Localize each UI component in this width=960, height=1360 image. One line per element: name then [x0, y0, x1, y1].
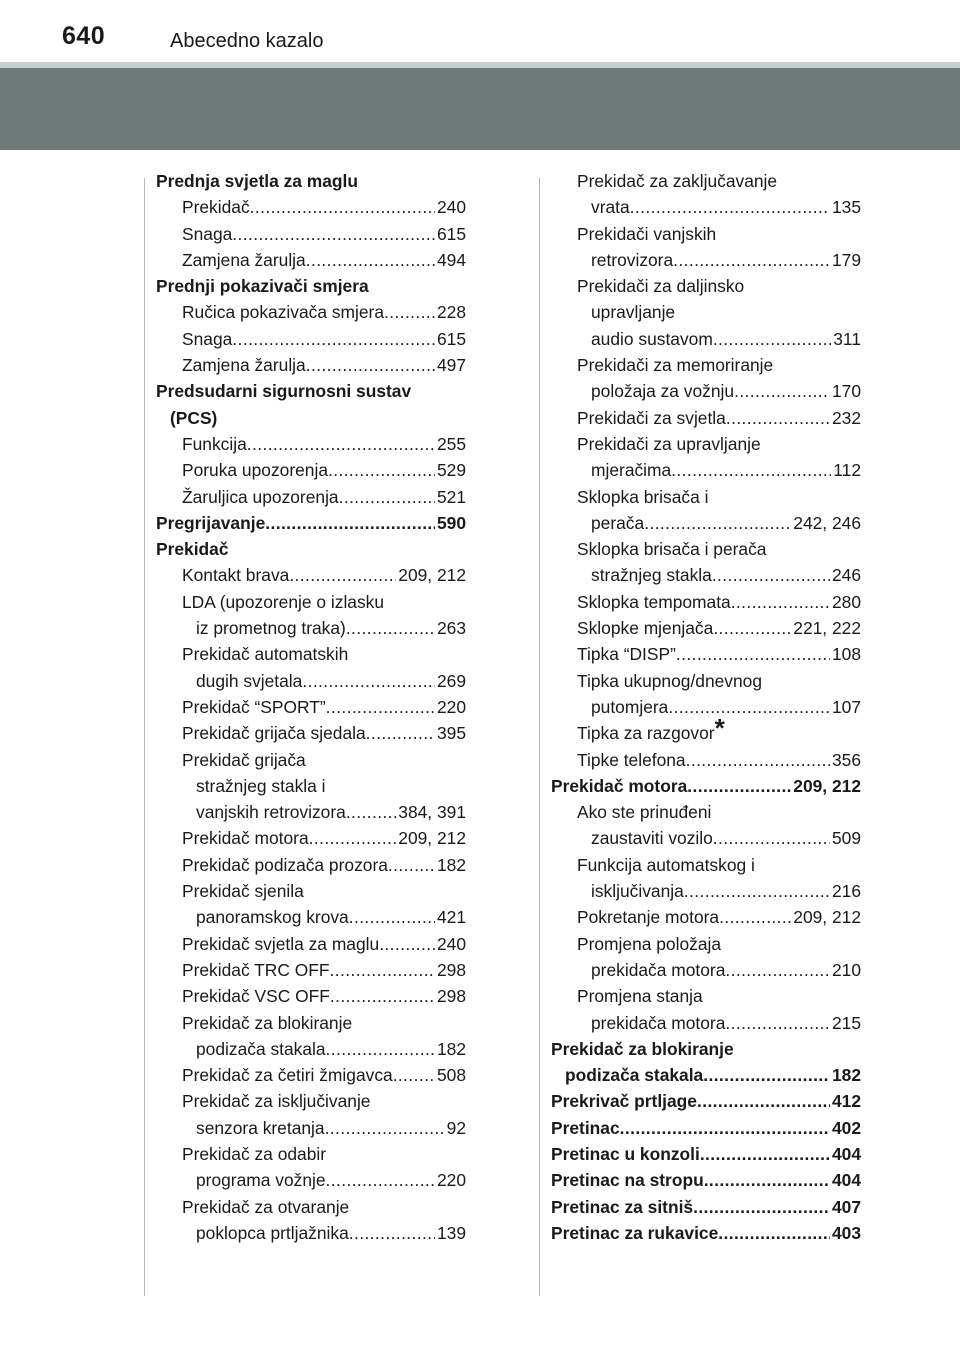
leader-dots [366, 720, 435, 746]
leader-dots [326, 1167, 435, 1193]
leader-dots [693, 1194, 830, 1220]
entry-term: Snaga [182, 223, 233, 244]
entry-term: Prekidač VSC OFF [182, 986, 330, 1007]
leader-dots [704, 1167, 830, 1193]
index-entry [551, 878, 861, 904]
page-reference: 242, 246 [793, 512, 861, 533]
leader-dots [731, 589, 830, 615]
entry-term: Prekidač za isključivanje [182, 1091, 371, 1112]
leader-dots [687, 773, 791, 799]
entry-term: Prekidač motora [551, 775, 688, 796]
index-heading [551, 1115, 861, 1141]
leader-dots [384, 299, 435, 325]
page-reference: 107 [831, 696, 861, 717]
page-reference: 228 [436, 302, 466, 323]
index-heading [551, 1062, 861, 1088]
leader-dots [676, 641, 830, 667]
page-reference: 240 [436, 933, 466, 954]
entry-term: Prekidač za blokiranje [551, 1038, 734, 1059]
leader-dots [306, 247, 435, 273]
index-entry [551, 825, 861, 851]
leader-dots [393, 1062, 435, 1088]
entry-term: Tipke telefona [577, 749, 686, 770]
index-entry [156, 1010, 466, 1036]
entry-term: podizača stakala [196, 1038, 326, 1059]
entry-term: Prekidači za svjetla [577, 407, 726, 428]
index-entry [551, 589, 861, 615]
leader-dots [247, 431, 435, 457]
page-reference: 179 [831, 249, 861, 270]
leader-dots [700, 1141, 830, 1167]
index-entry [156, 747, 466, 773]
page-reference: 509 [831, 828, 861, 849]
index-entry [551, 273, 861, 299]
entry-term: mjeračima [591, 460, 672, 481]
entry-term: Prekidač grijača sjedala [182, 723, 366, 744]
leader-dots [232, 221, 435, 247]
entry-term: Prekidač za četiri žmigavca [182, 1065, 393, 1086]
index-entry [156, 194, 466, 220]
page-reference: 311 [833, 328, 861, 349]
entry-term: (PCS) [170, 407, 218, 428]
leader-dots [726, 405, 830, 431]
entry-term: Prednji pokazivači smjera [156, 276, 369, 297]
index-heading [551, 1194, 861, 1220]
entry-term: Tipka “DISP” [577, 644, 676, 665]
page-reference: 421 [436, 907, 466, 928]
entry-term: Prekidači za daljinsko [577, 276, 745, 297]
index-heading [156, 378, 466, 404]
footnote-asterisk: * [714, 713, 725, 744]
index-entry [156, 825, 466, 851]
index-entry [156, 694, 466, 720]
entry-term: senzora kretanja [196, 1117, 325, 1138]
entry-term: Prekidači vanjskih [577, 223, 717, 244]
index-entry [551, 983, 861, 1009]
page-reference: 590 [436, 512, 466, 533]
page-reference: 497 [436, 355, 466, 376]
page-reference: 298 [436, 986, 466, 1007]
entry-term: Prekidači za memoriranje [577, 355, 774, 376]
leader-dots [328, 457, 435, 483]
index-entry [551, 562, 861, 588]
leader-dots [725, 1010, 830, 1036]
page-reference: 108 [831, 644, 861, 665]
index-entry [551, 510, 861, 536]
index-entry [551, 168, 861, 194]
entry-term: Prekidač [156, 539, 229, 560]
page-reference: 384, 391 [398, 802, 466, 823]
index-entry [156, 1088, 466, 1114]
entry-term: Sklopka brisača i perača [577, 539, 767, 560]
entry-term: Ako ste prinuđeni [577, 802, 712, 823]
entry-term: Prednja svjetla za maglu [156, 171, 359, 191]
entry-term: Zamjena žarulja [182, 355, 306, 376]
index-entry [551, 668, 861, 694]
entry-term: Prekidač “SPORT” [182, 696, 326, 717]
page-reference: 263 [436, 618, 466, 639]
index-entry [551, 326, 861, 352]
entry-term: Sklopka tempomata [577, 591, 731, 612]
leader-dots [306, 352, 435, 378]
entry-term: Žaruljica upozorenja [182, 486, 339, 507]
leader-dots [339, 484, 435, 510]
index-entry [156, 668, 466, 694]
index-entry [551, 1010, 861, 1036]
leader-dots [697, 1088, 830, 1114]
index-column-left [156, 168, 466, 1246]
page-reference: 255 [436, 433, 466, 454]
entry-term: upravljanje [591, 302, 676, 323]
page-reference: 209, 212 [398, 565, 466, 586]
entry-term: vanjskih retrovizora [196, 802, 346, 823]
index-entry [551, 536, 861, 562]
leader-dots [712, 562, 830, 588]
index-entry [156, 247, 466, 273]
index-entry [551, 405, 861, 431]
page-reference: 216 [831, 881, 861, 902]
page-reference: 92 [446, 1117, 466, 1138]
entry-term: Prekidač podizača prozora [182, 854, 388, 875]
page-reference: 182 [436, 854, 466, 875]
leader-dots [289, 562, 396, 588]
leader-dots [346, 799, 396, 825]
index-heading [551, 1088, 861, 1114]
page-number: 640 [62, 22, 106, 50]
entry-term: retrovizora [591, 249, 674, 270]
entry-term: prekidača motora [591, 1012, 726, 1033]
index-entry [156, 352, 466, 378]
entry-term: Sklopka brisača i [577, 486, 709, 507]
page-reference: 269 [436, 670, 466, 691]
page-reference: 240 [436, 197, 466, 218]
entry-term: Prekidač [182, 197, 250, 218]
entry-term: Zamjena žarulja [182, 249, 306, 270]
index-entry [156, 221, 466, 247]
entry-term: Prekidač za blokiranje [182, 1012, 353, 1033]
entry-term: Prekidač svjetla za maglu [182, 933, 380, 954]
page-reference: 403 [831, 1222, 861, 1243]
entry-term: Pretinac [551, 1117, 620, 1138]
page-reference: 139 [436, 1222, 466, 1243]
header-top [0, 0, 960, 62]
page-reference: 209, 212 [398, 828, 466, 849]
page-reference: 494 [436, 249, 466, 270]
entry-term: Prekidači za upravljanje [577, 433, 761, 454]
entry-term: poklopca prtljažnika [196, 1222, 349, 1243]
leader-dots [668, 694, 830, 720]
page-reference: 232 [831, 407, 861, 428]
index-entry [156, 852, 466, 878]
index-entry [156, 720, 466, 746]
page-reference: 221, 222 [793, 618, 861, 639]
entry-term: Snaga [182, 328, 233, 349]
entry-term: iz prometnog traka) [196, 618, 346, 639]
index-entry [156, 983, 466, 1009]
page-reference: 615 [436, 328, 466, 349]
index-heading [156, 273, 466, 299]
leader-dots [718, 1220, 830, 1246]
entry-term: položaja za vožnju [591, 381, 735, 402]
leader-dots [630, 194, 830, 220]
leader-dots [325, 1115, 445, 1141]
index-entry [156, 641, 466, 667]
entry-term: Pretinac za sitniš [551, 1196, 694, 1217]
center-column-rule [539, 178, 540, 1296]
index-entry [156, 457, 466, 483]
index-entry [156, 484, 466, 510]
entry-term: LDA (upozorenje o izlasku [182, 591, 385, 612]
index-entry [156, 1036, 466, 1062]
entry-term: Prekidač grijača [182, 749, 306, 770]
leader-dots [349, 1220, 435, 1246]
leader-dots [734, 378, 830, 404]
index-heading [156, 168, 466, 194]
leader-dots [388, 852, 435, 878]
page-reference: 280 [831, 591, 861, 612]
index-entry [156, 1194, 466, 1220]
entry-term: Poruka upozorenja [182, 460, 328, 481]
page-reference: 170 [831, 381, 861, 402]
page-reference: 529 [436, 460, 466, 481]
index-entry [551, 713, 861, 746]
entry-term: Prekidač TRC OFF [182, 959, 330, 980]
index-entry [156, 1167, 466, 1193]
page-reference: 508 [436, 1065, 466, 1086]
entry-term: stražnjeg stakla [591, 565, 712, 586]
index-entry [551, 221, 861, 247]
leader-dots [725, 957, 830, 983]
page-reference: 246 [831, 565, 861, 586]
entry-term: dugih svjetala [196, 670, 303, 691]
entry-term: Promjena položaja [577, 933, 722, 954]
index-entry [156, 326, 466, 352]
entry-term: audio sustavom [591, 328, 713, 349]
leader-dots [330, 957, 435, 983]
index-entry [156, 431, 466, 457]
entry-term: Pretinac u konzoli [551, 1143, 700, 1164]
page-reference: 404 [831, 1170, 861, 1191]
page-reference: 209, 212 [793, 907, 861, 928]
entry-term: Sklopke mjenjača [577, 618, 714, 639]
entry-term: Prekidač sjenila [182, 881, 304, 902]
page-reference: 404 [831, 1143, 861, 1164]
entry-term: Tipka ukupnog/dnevnog [577, 670, 762, 691]
index-column-right [551, 168, 861, 1246]
page-reference: 412 [831, 1091, 861, 1112]
index-heading [156, 405, 466, 431]
entry-term: Prekidač za zaključavanje [577, 171, 778, 191]
leader-dots [703, 1062, 830, 1088]
index-entry [156, 1062, 466, 1088]
entry-term: vrata [591, 197, 630, 218]
index-heading [551, 1036, 861, 1062]
leader-dots [673, 247, 830, 273]
entry-term: zaustaviti vozilo [591, 828, 713, 849]
entry-term: Kontakt brava [182, 565, 290, 586]
entry-term: panoramskog krova [196, 907, 349, 928]
index-entry [156, 957, 466, 983]
index-entry [551, 378, 861, 404]
page-reference: 135 [831, 197, 861, 218]
entry-term: Prekidač motora [182, 828, 309, 849]
index-entry [156, 615, 466, 641]
index-entry [551, 931, 861, 957]
index-entry [156, 562, 466, 588]
page-reference: 521 [436, 486, 466, 507]
leader-dots [265, 510, 435, 536]
entry-term: Funkcija automatskog i [577, 854, 755, 875]
leader-dots [330, 983, 435, 1009]
page-reference: 220 [436, 696, 466, 717]
index-entry [551, 194, 861, 220]
index-entry [551, 352, 861, 378]
page-reference: 407 [831, 1196, 861, 1217]
index-entry [551, 299, 861, 325]
leader-dots [671, 457, 831, 483]
index-entry [156, 589, 466, 615]
index-entry [551, 615, 861, 641]
leader-dots [686, 747, 830, 773]
leader-dots [713, 615, 791, 641]
leader-dots [719, 904, 791, 930]
entry-term: podizača stakala [565, 1065, 704, 1086]
entry-term: isključivanja [591, 881, 684, 902]
index-entry [156, 773, 466, 799]
leader-dots [713, 825, 830, 851]
page-reference: 182 [436, 1038, 466, 1059]
entry-term: stražnjeg stakla i [196, 775, 326, 796]
page-reference: 210 [831, 959, 861, 980]
entry-term: Prekidač za odabir [182, 1143, 327, 1164]
page-header [0, 0, 960, 150]
index-entry [551, 904, 861, 930]
index-entry [551, 247, 861, 273]
index-entry [156, 904, 466, 930]
leader-dots [309, 825, 397, 851]
page-reference: 356 [831, 749, 861, 770]
leader-dots [232, 326, 435, 352]
entry-term: perača [591, 512, 645, 533]
page-reference: 112 [833, 460, 861, 481]
index-entry [551, 747, 861, 773]
page-reference: 402 [831, 1117, 861, 1138]
page-reference: 615 [436, 223, 466, 244]
entry-term: prekidača motora [591, 959, 726, 980]
entry-term: Funkcija [182, 433, 247, 454]
index-entry [156, 931, 466, 957]
index-entry [551, 852, 861, 878]
entry-term: programa vožnje [196, 1170, 326, 1191]
entry-term: Tipka za razgovor [577, 723, 715, 744]
leader-dots [326, 1036, 435, 1062]
leader-dots [349, 904, 435, 930]
entry-term: Prekidač automatskih [182, 644, 349, 665]
entry-term: Promjena stanja [577, 986, 703, 1007]
index-heading [156, 536, 466, 562]
left-column-rule [144, 178, 145, 1296]
page-reference: 395 [436, 723, 466, 744]
leader-dots [302, 668, 435, 694]
leader-dots [326, 694, 435, 720]
index-entry [551, 799, 861, 825]
page-reference: 215 [831, 1012, 861, 1033]
leader-dots [346, 615, 435, 641]
page-reference: 298 [436, 959, 466, 980]
index-entry [551, 641, 861, 667]
leader-dots [620, 1115, 830, 1141]
leader-dots [713, 326, 831, 352]
index-entry [551, 431, 861, 457]
header-band-dark [0, 68, 960, 150]
index-entry [551, 957, 861, 983]
page-reference: 209, 212 [793, 775, 861, 796]
index-heading [551, 1220, 861, 1246]
entry-term: Ručica pokazivača smjera [182, 302, 385, 323]
index-entry [156, 878, 466, 904]
index-entry [551, 694, 861, 720]
index-entry [156, 799, 466, 825]
entry-term: Prekrivač prtljage [551, 1091, 697, 1112]
index-heading [551, 1141, 861, 1167]
entry-term: putomjera [591, 696, 669, 717]
entry-term: Pokretanje motora [577, 907, 720, 928]
index-entry [156, 299, 466, 325]
index-entry [156, 1115, 466, 1141]
page-reference: 220 [436, 1170, 466, 1191]
index-heading [156, 510, 466, 536]
index-entry [551, 484, 861, 510]
entry-term: Pregrijavanje [156, 512, 266, 533]
index-entry [156, 1220, 466, 1246]
entry-term: Pretinac na stropu [551, 1170, 704, 1191]
leader-dots [644, 510, 791, 536]
index-heading [551, 773, 861, 799]
leader-dots [379, 931, 435, 957]
index-entry [156, 1141, 466, 1167]
leader-dots [684, 878, 830, 904]
entry-term: Predsudarni sigurnosni sustav [156, 381, 412, 402]
page-title: Abecedno kazalo [170, 30, 324, 52]
index-heading [551, 1167, 861, 1193]
page-reference: 182 [831, 1065, 861, 1086]
leader-dots [250, 194, 435, 220]
entry-term: Prekidač za otvaranje [182, 1196, 350, 1217]
index-entry [551, 457, 861, 483]
entry-term: Pretinac za rukavice [551, 1222, 719, 1243]
